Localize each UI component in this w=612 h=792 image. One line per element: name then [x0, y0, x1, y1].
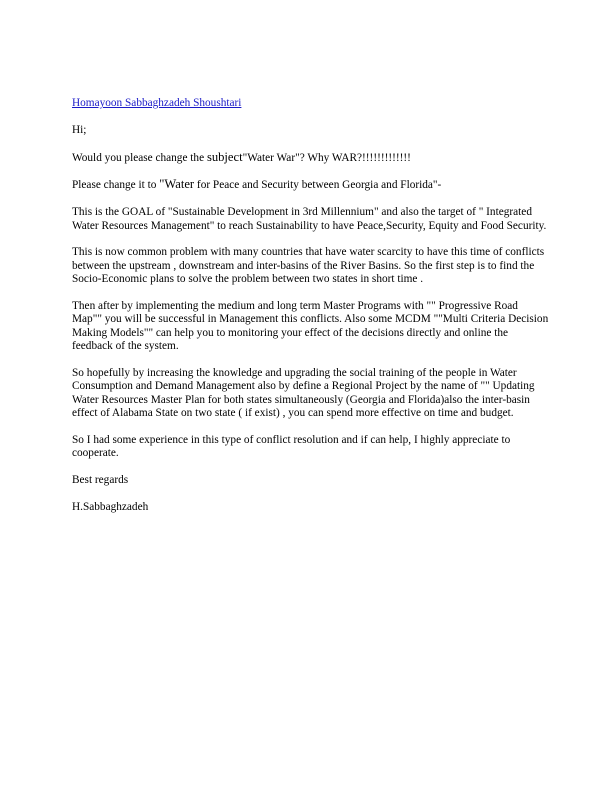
request-prefix: Would you please change the: [72, 151, 207, 164]
letter-body: [72, 97, 550, 528]
change-to-rest: for Peace and Security between Georgia and Florida"-: [194, 179, 442, 192]
paragraph-master-programs: Then after by implementing the medium and long term Master Programs with "" Progressive Road Map"" you will be successful in Management this conflicts. Also some MCDM ""Multi Criteria Decision Making Models"" can help you to monitoring your effect of the decisions directly and online the feedback of the system.: [72, 300, 549, 353]
paragraph-goal: This is the GOAL of "Sustainable Development in 3rd Millennium" and also the target of " Integrated Water Resources Management" to reach Sustainability to have Peace,Security, Equity and Food Security.: [72, 206, 547, 232]
greeting: Hi;: [72, 123, 87, 136]
author-line: [72, 97, 550, 110]
request-suffix: ? Why WAR?!!!!!!!!!!!!!: [299, 151, 411, 164]
change-to-paragraph: [72, 178, 550, 192]
signature: H.Sabbaghzadeh: [72, 501, 149, 514]
paragraph-experience: So I had some experience in this type of conflict resolution and if can help, I highly appreciate to cooperate.: [72, 434, 511, 460]
closing: Best regards: [72, 474, 129, 487]
change-to-water-word: "Water: [159, 177, 195, 192]
request-subject-word: subject: [206, 149, 243, 164]
request-paragraph: [72, 151, 550, 165]
change-to-prefix: Please change it to: [72, 179, 160, 192]
paragraph-knowledge: So hopefully by increasing the knowledge and upgrading the social training of the people in Water Consumption and Demand Management also by define a Regional Project by the name of "" Updating Water Resources Master Plan for both states simultaneously (Georgia and Florida)also the inter-basin effect of Alabama State on two state ( if exist) , you can spend more effective on time and budget.: [72, 367, 535, 420]
author-link[interactable]: Homayoon Sabbaghzadeh Shoushtari: [72, 97, 242, 109]
request-quoted-title: "Water War": [242, 151, 300, 164]
paragraph-problem: This is now common problem with many countries that have water scarcity to have this time of conflicts between the upstream , downstream and inter-basins of the River Basins. So the first step is to find the Socio-Economic plans to solve the problem between two states in short time .: [72, 246, 545, 286]
